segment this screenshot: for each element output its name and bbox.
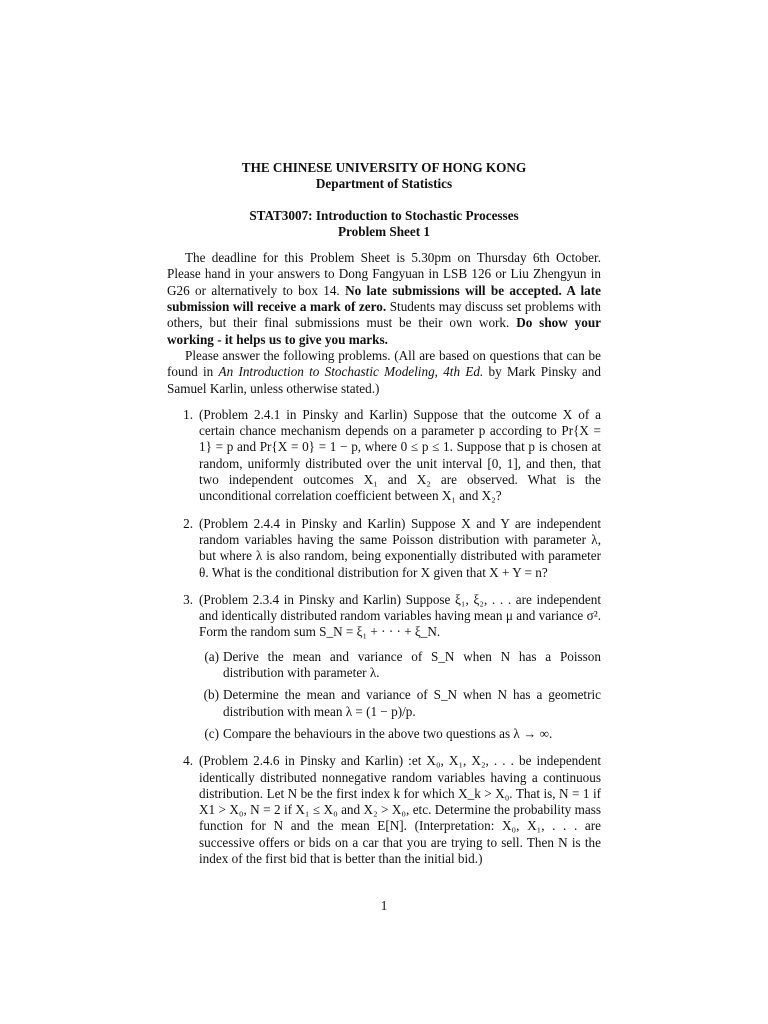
problem-text: (Problem 2.4.6 in Pinsky and Karlin) :et X₀, X₁, X₂, . . . be independent identically distributed nonnegative random variables having a continuous distribution. Let N be the first index k for which X_k > X₀. That is, N = 1 if X1 > X₀, N = 2 if X₁ ≤ X₀ and X₂ > X₀, etc. Determine the probability mass function for N and the mean E[N]. (Interpretation: X₀, X₁, . . . are successive offers or bids on a car that you are trying to sell. Then N is the index of the first bid that is better than the initial bid.) (199, 753, 601, 866)
book-title: An Introduction to Stochastic Modeling, 4th Ed. (218, 364, 484, 380)
department-title: Department of Statistics (315, 176, 453, 192)
university-title: THE CHINESE UNIVERSITY OF HONG KONG (241, 160, 527, 175)
document-content (167, 160, 601, 878)
subproblem-label: (c) (204, 725, 219, 741)
problem-1 (167, 407, 601, 505)
subproblem-text: Derive the mean and variance of S_N when N has a Poisson distribution with parameter λ. (223, 648, 601, 681)
intro-paragraph-instructions: Please answer the following problems. (All are based on questions that can be found in An Introduction to Stochastic Modeling, 4th Ed. by Mark Pinsky and Samuel Karlin, unless otherwise stated.) (167, 347, 601, 396)
document-header (167, 160, 601, 240)
problem-number: 2. (183, 515, 193, 531)
show-working-note: Do show your working - it helps us to give you marks. (167, 315, 602, 347)
subproblem-text: Determine the mean and variance of S_N when N has a geometric distribution with mean λ = (1 − p)/p. (223, 687, 601, 719)
intro-paragraph-deadline: The deadline for this Problem Sheet is 5.30pm on Thursday 6th October. Please hand in your answers to Dong Fangyuan in LSB 126 or Liu Zhengyun in G26 or alternatively to box 14. No late submissions will be accepted. A late submission will receive a mark of zero. Students may discuss set problems with others, but their final submissions must be their own work. Do show your working - it helps us to give you marks. (167, 250, 602, 347)
subproblem-a (199, 649, 601, 682)
subproblem-label: (b) (203, 687, 219, 703)
sheet-title: Problem Sheet 1 (337, 223, 431, 239)
problem-number: 4. (183, 753, 193, 769)
problem-2 (167, 516, 601, 581)
problem-number: 3. (183, 591, 193, 607)
subproblem-label: (a) (204, 648, 219, 664)
subproblem-b (199, 687, 601, 720)
subproblem-text: Compare the behaviours in the above two questions as λ → ∞. (223, 725, 553, 741)
problem-3 (167, 592, 601, 742)
problem-text: (Problem 2.4.4 in Pinsky and Karlin) Suppose X and Y are independent random variables having the same Poisson distribution with parameter λ, but where λ is also random, being exponentially distributed with parameter θ. What is the conditional distribution for X given that X + Y = n? (199, 515, 601, 580)
problem-text: (Problem 2.4.1 in Pinsky and Karlin) Suppose that the outcome X of a certain chance mechanism depends on a parameter p according to Pr{X = 1} = p and Pr{X = 0} = 1 − p, where 0 ≤ p ≤ 1. Suppose that p is chosen at random, uniformly distributed over the unit interval [0, 1], and then, that two independent outcomes X₁ and X₂ are observed. What is the unconditional correlation coefficient between X₁ and X₂? (199, 406, 601, 504)
late-warning: No late submissions will be accepted. A late submission will receive a mark of zero. (167, 282, 602, 315)
problem-text: (Problem 2.3.4 in Pinsky and Karlin) Suppose ξ₁, ξ₂, . . . are independent and identically distributed random variables having mean μ and variance σ². Form the random sum S_N = ξ₁ + · · · + ξ_N. (199, 591, 601, 640)
course-title: STAT3007: Introduction to Stochastic Processes (249, 207, 519, 223)
page-number: 1 (380, 898, 388, 913)
subproblem-c (199, 726, 601, 742)
problem-number: 1. (183, 406, 193, 422)
problem-4 (167, 753, 601, 867)
